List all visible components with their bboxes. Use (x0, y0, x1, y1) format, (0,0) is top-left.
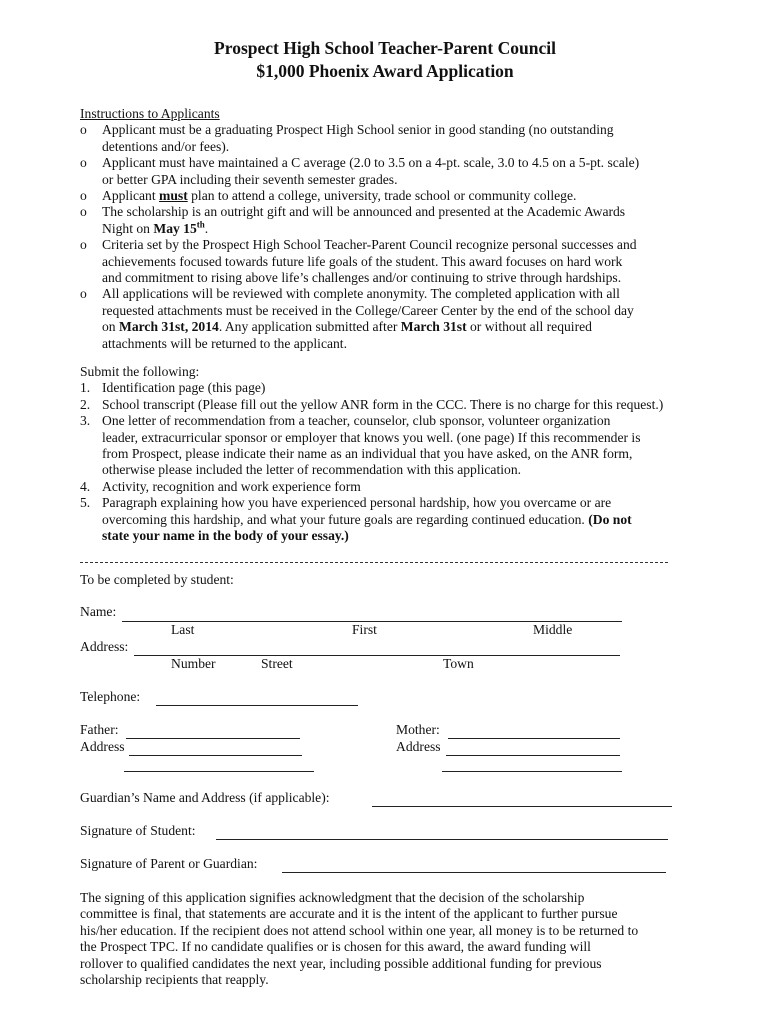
guardian-field[interactable] (372, 806, 672, 807)
father-address-field-line2[interactable] (124, 771, 314, 772)
guardian-label: Guardian’s Name and Address (if applicable): (80, 790, 330, 805)
form-heading: To be completed by student: (80, 572, 234, 587)
closing-text: the Prospect TPC. If no candidate qualifies or is chosen for this award, the award funding will (80, 939, 591, 955)
instruction-text: or better GPA including their seventh semester grades. (102, 171, 398, 187)
item-text: otherwise please included the letter of recommendation with this application. (102, 462, 522, 478)
bullet-marker: o (80, 155, 87, 171)
parent-signature-label: Signature of Parent or Guardian: (80, 856, 258, 871)
instruction-text: achievements focused towards future life goals of the student. This award focuses on hard work (102, 253, 623, 269)
instruction-item (80, 204, 740, 237)
item-text: leader, extracurricular sponsor or employer that knows you well. (one page) If this recommender is (102, 429, 641, 445)
emphasis-must: must (159, 188, 188, 204)
mother-name-field[interactable] (448, 738, 620, 739)
item-text: Identification page (this page) (102, 380, 266, 396)
address-label: Address: (80, 639, 129, 654)
name-first-caption: First (352, 622, 377, 637)
name-last-caption: Last (171, 622, 195, 637)
submit-item (80, 380, 750, 396)
item-text: School transcript (Please fill out the yellow ANR form in the CCC. There is no charge for this request.) (102, 396, 664, 412)
item-text: overcoming this hardship, and what your future goals are regarding continued education. (Do not (102, 511, 632, 527)
item-number: 4. (80, 478, 91, 494)
address-street-caption: Street (261, 656, 293, 671)
awards-date: May 15 (153, 220, 197, 236)
instruction-item (80, 122, 740, 155)
page-title: Prospect High School Teacher-Parent Council (214, 38, 556, 58)
item-number: 5. (80, 495, 91, 511)
item-text: state your name in the body of your essay.) (102, 528, 349, 544)
item-number: 3. (80, 413, 91, 429)
instruction-text: All applications will be reviewed with complete anonymity. The completed application with all (102, 286, 620, 302)
name-label: Name: (80, 604, 117, 619)
submit-item (80, 479, 750, 495)
telephone-label: Telephone: (80, 689, 141, 704)
telephone-field[interactable] (156, 705, 358, 706)
item-text: from Prospect, please indicate their name as an individual that you have asked, on the ANR form, (102, 446, 633, 462)
item-text: One letter of recommendation from a teacher, counselor, club sponsor, volunteer organization (102, 413, 611, 429)
closing-text: committee is final, that statements are accurate and it is the intent of the applicant to further pursue (80, 906, 618, 922)
item-number: 1. (80, 380, 91, 396)
student-signature-field[interactable] (216, 839, 668, 840)
submit-heading: Submit the following: (80, 364, 200, 379)
mother-address-field-line2[interactable] (442, 771, 622, 772)
submit-item (80, 495, 750, 544)
instructions-section (80, 106, 740, 352)
closing-paragraph (80, 890, 740, 988)
instructions-heading: Instructions to Applicants (80, 106, 220, 121)
closing-text: his/her education. If the recipient does not attend school within one year, all money is to be returned to (80, 922, 639, 938)
address-town-caption: Town (443, 656, 474, 671)
submit-section (80, 364, 750, 544)
item-text: Paragraph explaining how you have experienced personal hardship, how you overcame or are (102, 495, 612, 511)
bullet-marker: o (80, 286, 87, 302)
instruction-item (80, 237, 740, 286)
deadline-date: March 31st (400, 319, 467, 335)
instruction-text: Night on May 15th. (102, 219, 209, 236)
parent-signature-field[interactable] (282, 872, 666, 873)
closing-text: rollover to qualified candidates the next year, including possible additional funding for previous (80, 955, 602, 971)
instruction-text: attachments will be returned to the applicant. (102, 335, 347, 351)
instruction-text: and commitment to rising above life’s challenges and/or continuing to strive through hardships. (102, 270, 622, 286)
father-address-field[interactable] (129, 755, 302, 756)
father-name-field[interactable] (126, 738, 300, 739)
item-number: 2. (80, 396, 91, 412)
instruction-item (80, 286, 740, 352)
bullet-marker: o (80, 204, 87, 220)
father-label: Father: (80, 722, 119, 737)
mother-label: Mother: (396, 722, 440, 737)
bullet-marker: o (80, 188, 87, 204)
instruction-text: Applicant must plan to attend a college, university, trade school or community college. (102, 188, 577, 204)
closing-text: scholarship recipients that reapply. (80, 972, 269, 988)
mother-address-label: Address (396, 739, 441, 754)
submit-item (80, 397, 750, 413)
deadline-date: March 31st, 2014 (119, 319, 219, 335)
submit-item (80, 413, 750, 479)
bullet-marker: o (80, 122, 87, 138)
bullet-marker: o (80, 237, 87, 253)
instruction-text: The scholarship is an outright gift and will be announced and presented at the Academic Awards (102, 204, 626, 220)
father-address-label: Address (80, 739, 125, 754)
student-signature-label: Signature of Student: (80, 823, 196, 838)
instruction-text: on March 31st, 2014. Any application submitted after March 31st or without all required (102, 319, 592, 335)
instruction-text: Criteria set by the Prospect High School Teacher-Parent Council recognize personal successes and (102, 237, 637, 253)
name-middle-caption: Middle (533, 622, 573, 637)
cut-line-divider (80, 562, 668, 563)
mother-address-field[interactable] (446, 755, 620, 756)
instruction-text: detentions and/or fees). (102, 138, 230, 154)
instruction-item (80, 188, 740, 204)
instruction-item (80, 155, 740, 188)
page-subtitle: $1,000 Phoenix Award Application (256, 61, 514, 81)
instruction-text: requested attachments must be received in the College/Career Center by the end of the school day (102, 302, 634, 318)
instruction-text: Applicant must have maintained a C average (2.0 to 3.5 on a 4-pt. scale, 3.0 to 4.5 on a 5-pt. scale) (102, 155, 640, 171)
closing-text: The signing of this application signifies acknowledgment that the decision of the scholarship (80, 890, 585, 905)
instruction-text: Applicant must be a graduating Prospect High School senior in good standing (no outstanding (102, 122, 614, 138)
address-number-caption: Number (171, 656, 216, 671)
item-text: Activity, recognition and work experience form (102, 478, 361, 494)
